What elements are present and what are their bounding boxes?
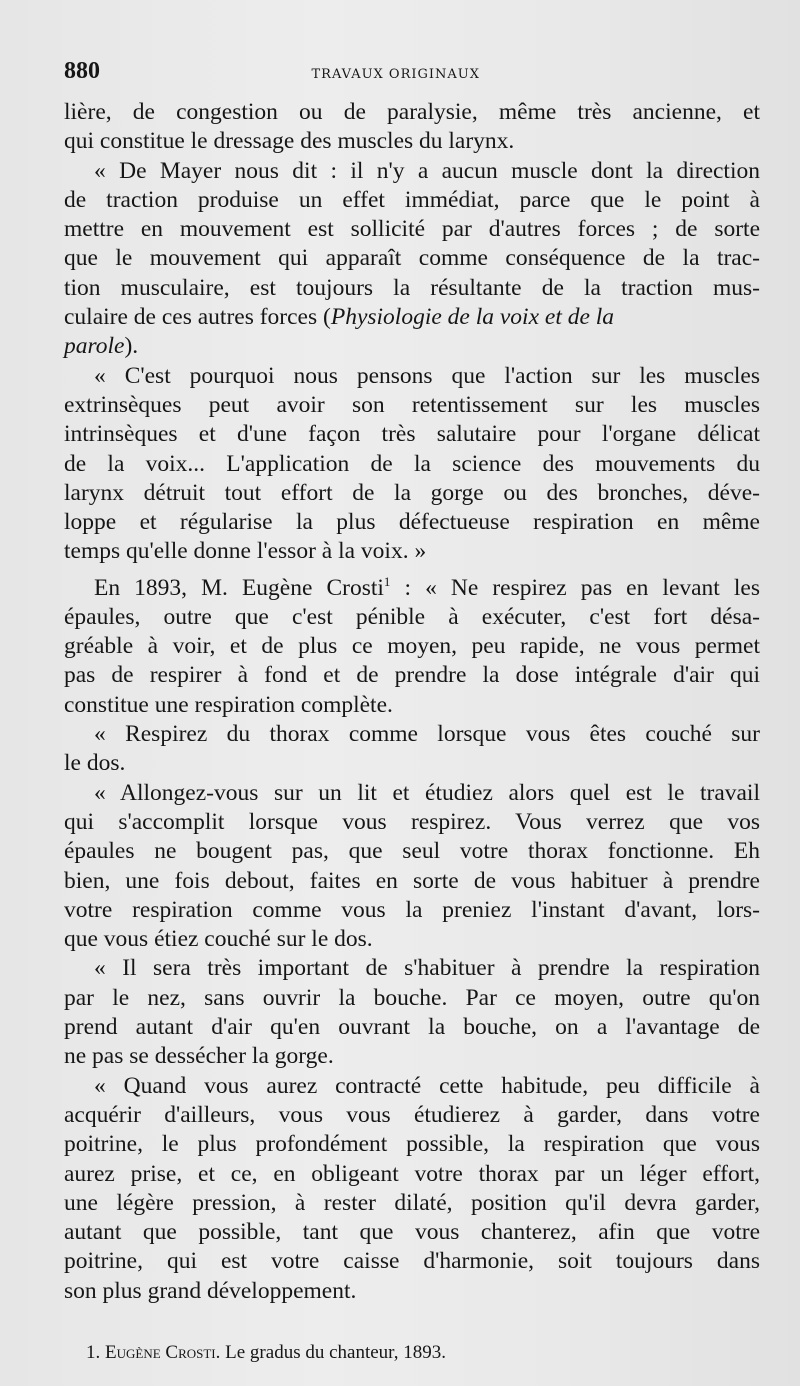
text-line bbox=[64, 479, 760, 508]
line-text: loppe et régularise la plus défectueuse respiration en même bbox=[64, 509, 760, 536]
line-text: une légère pression, à rester dilaté, position qu'il devra garder, bbox=[64, 1189, 760, 1216]
line-text: bien, une fois debout, faites en sorte de vous habituer à prendre bbox=[64, 867, 760, 894]
line-text: gréable à voir, et de plus ce moyen, peu rapide, ne vous permet bbox=[64, 633, 760, 660]
text-line bbox=[64, 567, 760, 603]
text-line bbox=[64, 1247, 760, 1276]
text-line bbox=[64, 603, 760, 632]
line-text: épaules, outre que c'est pénible à exécuter, c'est fort désa- bbox=[64, 603, 760, 630]
text-line bbox=[64, 749, 760, 778]
text-line bbox=[64, 808, 760, 837]
line-text: de la voix... L'application de la science des mouvements du bbox=[64, 450, 760, 477]
line-text: lière, de congestion ou de paralysie, même très ancienne, et bbox=[64, 99, 760, 125]
line-text: pas de respirer à fond et de prendre la dose intégrale d'air qui bbox=[64, 662, 760, 689]
text-line bbox=[64, 1189, 760, 1218]
text-line bbox=[64, 1218, 760, 1247]
italic-text: Physiologie de la voix et de la bbox=[330, 304, 615, 331]
line-text: « C'est pourquoi nous pensons que l'action sur les muscles bbox=[94, 362, 760, 389]
line-text: de traction produise un effet immédiat, parce que le point à bbox=[64, 186, 760, 213]
footnote-number: 1. bbox=[86, 1342, 101, 1363]
line-text: tion musculaire, est toujours la résultante de la traction mus- bbox=[64, 274, 760, 301]
text-line bbox=[64, 186, 760, 215]
text-line bbox=[64, 896, 760, 925]
line-text: votre respiration comme vous la preniez l'instant d'avant, lors- bbox=[64, 896, 760, 923]
line-text-tail: : « Ne respirez pas en levant les bbox=[390, 574, 760, 601]
line-text: « Il sera très important de s'habituer à prendre la respiration bbox=[94, 955, 760, 982]
line-text: temps qu'elle donne l'essor à la voix. » bbox=[64, 538, 427, 565]
line-text: aurez prise, et ce, en obligeant votre thorax par un léger effort, bbox=[64, 1160, 760, 1187]
line-text: constitue une respiration complète. bbox=[64, 691, 393, 718]
text-line bbox=[64, 720, 760, 749]
running-head: TRAVAUX ORIGINAUX bbox=[311, 67, 480, 82]
text-line bbox=[64, 1101, 760, 1130]
text-line bbox=[64, 1130, 760, 1159]
line-text: « Quand vous aurez contracté cette habitude, peu difficile à bbox=[94, 1072, 760, 1099]
text-line bbox=[64, 508, 760, 537]
line-text: « Respirez du thorax comme lorsque vous êtes couché sur bbox=[94, 721, 760, 748]
line-text: culaire de ces autres forces ( bbox=[64, 304, 331, 331]
text-line bbox=[64, 215, 760, 244]
footnote-reference: 1 bbox=[383, 573, 391, 589]
text-line bbox=[64, 420, 760, 449]
text-line bbox=[64, 332, 760, 361]
line-text: larynx détruit tout effort de la gorge ou des bronches, déve- bbox=[64, 479, 760, 506]
text-line bbox=[64, 1160, 760, 1189]
line-text: poitrine, qui est votre caisse d'harmonie, soit toujours dans bbox=[64, 1248, 760, 1275]
footnote bbox=[64, 1342, 760, 1364]
text-line bbox=[64, 1042, 760, 1071]
text-line bbox=[64, 779, 760, 808]
line-text: qui constitue le dressage des muscles du larynx. bbox=[64, 128, 515, 155]
line-text: poitrine, le plus profondément possible, la respiration que vous bbox=[64, 1131, 760, 1158]
text-line bbox=[64, 274, 760, 303]
body-text bbox=[64, 98, 760, 1306]
footnote-text: Le gradus du chanteur, 1893. bbox=[225, 1342, 446, 1363]
text-line bbox=[64, 157, 760, 186]
line-text: que le mouvement qui apparaît comme conséquence de la trac- bbox=[64, 245, 760, 272]
text-line bbox=[64, 450, 760, 479]
line-text: En 1893, M. Eugène Crosti bbox=[94, 574, 384, 601]
text-line bbox=[64, 632, 760, 661]
text-line bbox=[64, 391, 760, 420]
text-line bbox=[64, 837, 760, 866]
text-line bbox=[64, 537, 760, 566]
italic-text: parole bbox=[64, 333, 125, 360]
page-number: 880 bbox=[64, 58, 100, 84]
line-text: son plus grand développement. bbox=[64, 1277, 357, 1304]
line-text: par le nez, sans ouvrir la bouche. Par ce moyen, outre qu'on bbox=[64, 984, 760, 1011]
text-line bbox=[64, 691, 760, 720]
text-line bbox=[64, 362, 760, 391]
line-text: intrinsèques et d'une façon très salutaire pour l'organe délicat bbox=[64, 421, 760, 448]
text-line bbox=[64, 661, 760, 690]
text-line bbox=[64, 984, 760, 1013]
line-text: autant que possible, tant que vous chanterez, afin que votre bbox=[64, 1219, 760, 1246]
line-text: extrinsèques peut avoir son retentissement sur les muscles bbox=[64, 391, 760, 418]
text-line bbox=[64, 925, 760, 954]
text-line bbox=[64, 954, 760, 983]
footnote-author: Eugène Crosti. bbox=[105, 1342, 221, 1363]
text-line bbox=[64, 98, 760, 127]
page-header bbox=[64, 58, 760, 98]
line-text: « Allongez-vous sur un lit et étudiez alors quel est le travail bbox=[94, 779, 760, 806]
line-text: ne pas se dessécher la gorge. bbox=[64, 1043, 334, 1070]
line-text: qui s'accomplit lorsque vous respirez. Vous verrez que vos bbox=[64, 808, 760, 835]
line-text: mettre en mouvement est sollicité par d'autres forces ; de sorte bbox=[64, 216, 760, 243]
text-line bbox=[64, 1072, 760, 1101]
line-text: « De Mayer nous dit : il n'y a aucun muscle dont la direction bbox=[94, 157, 760, 184]
text-line bbox=[64, 867, 760, 896]
text-line bbox=[64, 244, 760, 273]
line-text: le dos. bbox=[64, 750, 126, 777]
line-text: prend autant d'air qu'en ouvrant la bouche, on a l'avantage de bbox=[64, 1014, 760, 1041]
line-text-tail: ). bbox=[124, 333, 139, 360]
text-line bbox=[64, 303, 760, 332]
text-line bbox=[64, 1013, 760, 1042]
text-line bbox=[64, 127, 760, 156]
line-text: acquérir d'ailleurs, vous vous étudierez à garder, dans votre bbox=[64, 1101, 760, 1128]
line-text: que vous étiez couché sur le dos. bbox=[64, 926, 373, 953]
line-text: épaules ne bougent pas, que seul votre thorax fonctionne. Eh bbox=[64, 838, 760, 865]
text-line bbox=[64, 1277, 760, 1306]
